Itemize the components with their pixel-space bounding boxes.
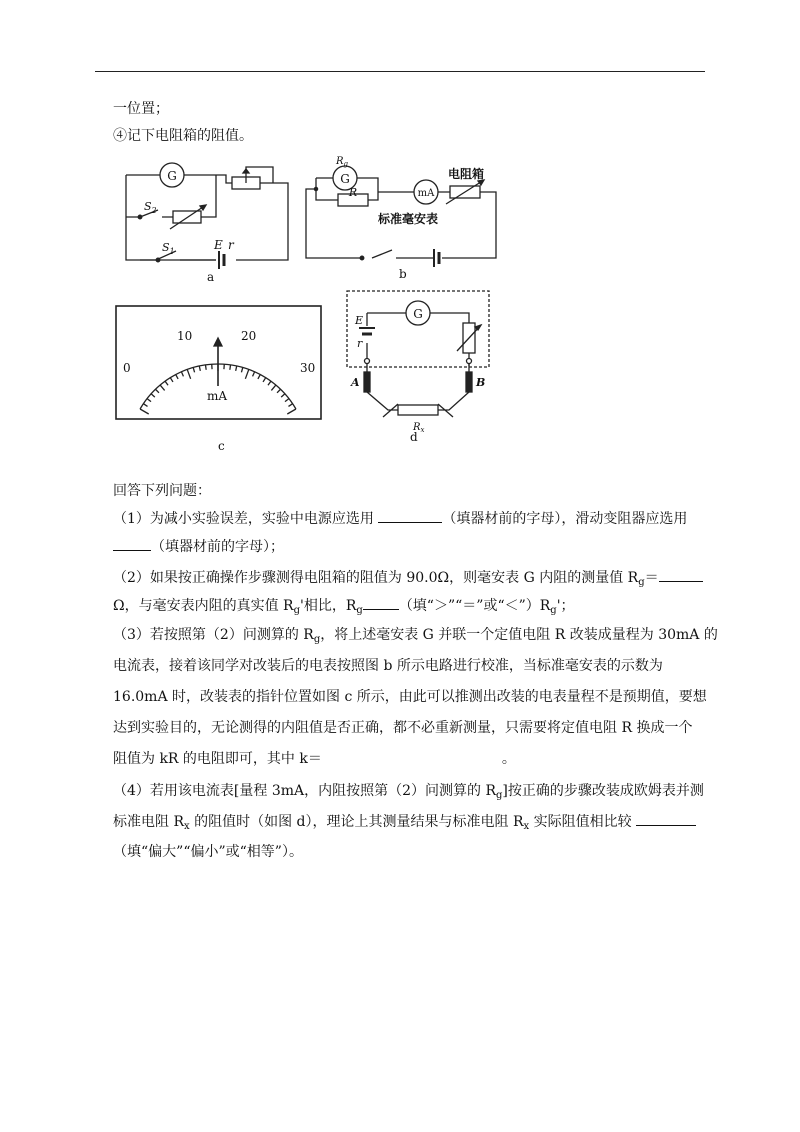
figure-d-e-label: E (355, 314, 364, 327)
figure-c-tick-30: 30 (300, 361, 316, 375)
figure-c-tick-mark (245, 369, 248, 378)
figure-c-tick-mark (181, 372, 183, 377)
figure-c-tick-10: 10 (177, 329, 193, 343)
figure-c-unit: mA (207, 389, 228, 403)
figure-c-tick-mark (287, 409, 296, 414)
figure-c-tick-mark (143, 404, 147, 407)
figure-d-standard-resistor (398, 405, 438, 415)
figure-c-tick-mark (199, 366, 200, 371)
figure-c-tick-0: 0 (123, 361, 131, 375)
figure-c-caption: c (218, 439, 225, 453)
figure-d-a-label: A (351, 376, 360, 389)
q1-answer-blank-2[interactable] (113, 536, 151, 551)
questions-prompt: 回答下列问题： (113, 483, 211, 499)
figure-c-tick-mark (147, 399, 151, 402)
question-2-line-2: Ω，与毫安表内阻的真实值 $R_g'$相比，$R_g$ （填“＞”“＝”或“$<”)R_g'$； (113, 595, 575, 616)
figure-c-tick-mark (176, 375, 178, 379)
figure-a-e-label: E (214, 238, 223, 252)
figure-d-probe-b (466, 372, 472, 392)
q2-answer-blank-2[interactable] (363, 595, 399, 610)
figure-b-standard-label: 标准毫安表 (378, 212, 439, 226)
figure-a-r-label: r (228, 238, 234, 252)
figure-c-tick-mark (140, 409, 149, 414)
q2-answer-blank-1[interactable] (659, 567, 703, 582)
figure-c-tick-mark (160, 385, 164, 390)
figure-c-tick-mark (165, 381, 168, 385)
question-4-line-3: （填“偏大”“偏小”或“相等”）。 (113, 844, 303, 860)
figure-c-tick-mark (285, 399, 289, 402)
question-1-line-1: （1）为减小实验误差，实验中电源应选用 （填器材前的字母），滑动变阻器应选用 (113, 508, 687, 529)
intro-line-2: ④记下电阻箱的阻值。 (113, 128, 253, 144)
question-3-line-3: 16.0mA 时，改装表的指针位置如图 c 所示，由此可以推测出改装的电表量程不是预期值，要想 (113, 689, 707, 705)
figure-c-tick-mark (193, 367, 194, 372)
figure-c-tick-mark (230, 365, 231, 370)
figure-c-tick-mark (205, 365, 206, 370)
figure-a-s1-label: $S_1$ (162, 241, 175, 256)
figure-b-rg-label: $R_g$ (336, 156, 349, 168)
figure-c-tick-mark (268, 381, 271, 385)
question-4-line-2: 标准电阻 $R_x$ 的阻值时（如图 d），理论上其测量结果与标准电阻 $R_x$ 实际阻值相比较 (113, 811, 696, 832)
question-3-line-4: 达到实验目的，无论测得的内阻值是否正确，都不必重新测量，只需要将定值电阻 R 换成一个 (113, 720, 693, 736)
figure-c-tick-mark (241, 367, 242, 372)
figure-b-g-label: G (340, 172, 350, 186)
question-4-line-1: （4）若用该电流表[量程 3mA，内阻按照第（2）问测算的 $R_g$]按正确的步骤改装成欧姆表并测 (113, 783, 704, 801)
figure-c-tick-mark (151, 394, 155, 397)
figure-c-meter (113, 304, 328, 454)
intro-line-1: 一位置； (113, 101, 169, 117)
question-1-line-2: （填器材前的字母）； (113, 536, 284, 557)
figure-b-circuit (300, 152, 505, 282)
figure-c-tick-mark (155, 389, 158, 393)
figure-c-tick-mark (236, 366, 237, 371)
figure-c-tick-mark (277, 389, 280, 393)
figure-c-tick-mark (187, 369, 190, 378)
figure-d-g-label: G (413, 307, 423, 321)
figure-c-tick-mark (263, 378, 266, 382)
question-3-line-5: 阻值为 kR 的电阻即可，其中 k＝ 。 (113, 751, 516, 767)
figure-c-tick-20: 20 (241, 329, 257, 343)
figure-c-tick-mark (253, 372, 255, 377)
figure-c-tick-mark (288, 404, 292, 407)
figure-d-caption: d (410, 430, 418, 444)
figure-d-probe-a (364, 372, 370, 392)
figure-a-caption: a (207, 270, 215, 284)
q4-answer-blank[interactable] (636, 811, 696, 826)
figure-a-s2-label: $S_2$ (144, 200, 157, 215)
figure-b-ma-label: mA (417, 188, 435, 199)
figure-d-rx-label: $R_x$ (413, 422, 425, 434)
figure-d-circuit (343, 288, 493, 446)
figure-d-r-label: r (357, 337, 363, 350)
figure-b-caption: b (399, 267, 407, 281)
figure-c-tick-mark (271, 385, 275, 390)
figure-c-tick-mark (170, 378, 173, 382)
header-rule (95, 71, 705, 72)
figure-d-b-label: B (476, 376, 486, 389)
q1-answer-blank-1[interactable] (378, 508, 442, 523)
figure-b-r-label: R (348, 186, 358, 199)
figure-c-tick-mark (258, 375, 260, 379)
figure-a-circuit (118, 155, 298, 285)
question-3-line-2: 电流表，接着该同学对改装后的电表按照图 b 所示电路进行校准，当标准毫安表的示数为 (113, 658, 663, 674)
question-2-line-1: （2）如果按正确操作步骤测得电阻箱的阻值为 90.0Ω，则毫安表 G 内阻的测量值 $R_g=$ (113, 567, 703, 588)
figure-b-box-label: 电阻箱 (448, 167, 485, 181)
figure-a-g-label: G (167, 169, 177, 183)
question-3-line-1: （3）若按照第（2）问测算的 $R_g$，将上述毫安表 G 并联一个定值电阻 R 改装成量程为 30mA 的 (113, 627, 718, 645)
figure-c-tick-mark (281, 394, 285, 397)
